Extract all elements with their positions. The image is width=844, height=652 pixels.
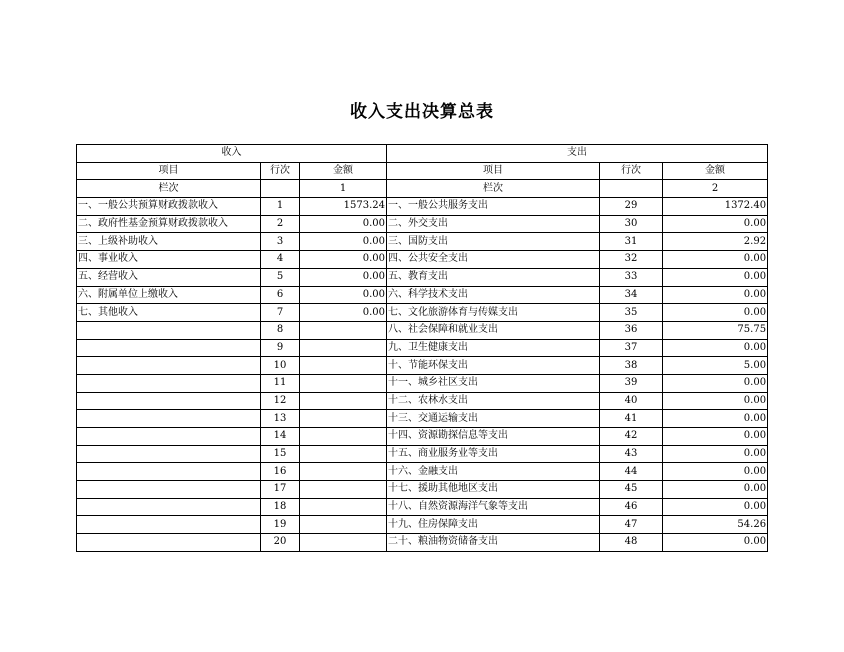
income-item-cell: 一、一般公共预算财政拨款收入 [77, 198, 261, 216]
page-title: 收入支出决算总表 [350, 102, 494, 122]
expense-item-cell: 十六、金融支出 [387, 463, 600, 481]
empty-cell [261, 180, 300, 198]
income-amount-cell [300, 374, 387, 392]
income-row-no-cell: 8 [261, 321, 300, 339]
expense-amount-cell: 0.00 [663, 215, 768, 233]
column-number-row [77, 180, 768, 198]
expense-row-no-cell: 38 [600, 357, 663, 375]
expense-amount-cell: 5.00 [663, 357, 768, 375]
table-row [77, 410, 768, 428]
income-row-no-cell: 14 [261, 428, 300, 446]
expense-row-no-cell: 48 [600, 534, 663, 552]
expense-row-no-cell: 42 [600, 428, 663, 446]
income-row-no-cell: 3 [261, 233, 300, 251]
expense-row-no-cell: 29 [600, 198, 663, 216]
expense-row-no-cell: 41 [600, 410, 663, 428]
table-row [77, 198, 768, 216]
expense-item-cell: 七、文化旅游体育与传媒支出 [387, 304, 600, 322]
expense-column-no-label: 栏次 [387, 180, 600, 198]
income-section-header: 收入 [77, 145, 387, 163]
expense-row-no-cell: 31 [600, 233, 663, 251]
expense-item-header: 项目 [387, 162, 600, 180]
income-amount-cell [300, 534, 387, 552]
income-row-no-cell: 7 [261, 304, 300, 322]
expense-item-cell: 二十、粮油物资储备支出 [387, 534, 600, 552]
expense-item-cell: 八、社会保障和就业支出 [387, 321, 600, 339]
expense-amount-cell: 1372.40 [663, 198, 768, 216]
income-row-no-cell: 4 [261, 251, 300, 269]
income-item-cell [77, 321, 261, 339]
table-row [77, 428, 768, 446]
income-item-cell [77, 445, 261, 463]
income-item-cell [77, 481, 261, 499]
expense-row-no-cell: 43 [600, 445, 663, 463]
expense-amount-cell: 0.00 [663, 534, 768, 552]
table-row [77, 215, 768, 233]
expense-row-no-cell: 40 [600, 392, 663, 410]
expense-item-cell: 一、一般公共服务支出 [387, 198, 600, 216]
income-item-cell [77, 374, 261, 392]
expense-amount-cell: 0.00 [663, 498, 768, 516]
expense-item-cell: 十三、交通运输支出 [387, 410, 600, 428]
income-row-no-cell: 18 [261, 498, 300, 516]
income-row-no-cell: 12 [261, 392, 300, 410]
expense-item-cell: 十、节能环保支出 [387, 357, 600, 375]
expense-row-no-cell: 46 [600, 498, 663, 516]
expense-item-cell: 九、卫生健康支出 [387, 339, 600, 357]
column-header-row [77, 162, 768, 180]
income-item-cell: 五、经营收入 [77, 268, 261, 286]
expense-amount-cell: 0.00 [663, 251, 768, 269]
expense-item-cell: 十九、住房保障支出 [387, 516, 600, 534]
income-item-cell: 七、其他收入 [77, 304, 261, 322]
expense-item-cell: 六、科学技术支出 [387, 286, 600, 304]
income-item-cell [77, 534, 261, 552]
income-item-cell [77, 428, 261, 446]
income-amount-cell [300, 516, 387, 534]
expense-item-cell: 十四、资源勘探信息等支出 [387, 428, 600, 446]
expense-amount-cell: 0.00 [663, 339, 768, 357]
expense-amount-cell: 0.00 [663, 268, 768, 286]
income-row-no-cell: 19 [261, 516, 300, 534]
expense-amount-cell: 2.92 [663, 233, 768, 251]
table-row [77, 534, 768, 552]
expense-row-no-cell: 45 [600, 481, 663, 499]
expense-column-no: 2 [663, 180, 768, 198]
table-row [77, 321, 768, 339]
expense-amount-cell: 0.00 [663, 374, 768, 392]
table-row [77, 463, 768, 481]
income-amount-cell [300, 463, 387, 481]
income-item-cell: 三、上级补助收入 [77, 233, 261, 251]
table-row [77, 339, 768, 357]
income-row-no-cell: 11 [261, 374, 300, 392]
income-column-no: 1 [300, 180, 387, 198]
income-row-no-cell: 17 [261, 481, 300, 499]
expense-item-cell: 十五、商业服务业等支出 [387, 445, 600, 463]
expense-item-cell: 十七、援助其他地区支出 [387, 481, 600, 499]
expense-row-no-cell: 32 [600, 251, 663, 269]
income-amount-cell [300, 357, 387, 375]
expense-row-no-cell: 35 [600, 304, 663, 322]
empty-cell [600, 180, 663, 198]
income-amount-cell: 0.00 [300, 251, 387, 269]
expense-amount-cell: 0.00 [663, 410, 768, 428]
expense-row-no-cell: 30 [600, 215, 663, 233]
table-row [77, 286, 768, 304]
income-item-cell: 二、政府性基金预算财政拨款收入 [77, 215, 261, 233]
expense-item-cell: 四、公共安全支出 [387, 251, 600, 269]
expense-item-cell: 三、国防支出 [387, 233, 600, 251]
income-item-cell [77, 410, 261, 428]
expense-amount-cell: 75.75 [663, 321, 768, 339]
income-amount-cell [300, 392, 387, 410]
income-amount-cell [300, 410, 387, 428]
expense-item-cell: 十二、农林水支出 [387, 392, 600, 410]
table-row [77, 304, 768, 322]
income-amount-cell [300, 481, 387, 499]
income-amount-cell [300, 428, 387, 446]
expense-item-cell: 十八、自然资源海洋气象等支出 [387, 498, 600, 516]
income-amount-cell [300, 445, 387, 463]
expense-section-header: 支出 [387, 145, 768, 163]
table-row [77, 392, 768, 410]
expense-amount-cell: 0.00 [663, 304, 768, 322]
expense-item-cell: 二、外交支出 [387, 215, 600, 233]
table-row [77, 516, 768, 534]
income-item-cell [77, 339, 261, 357]
expense-amount-cell: 0.00 [663, 463, 768, 481]
income-item-cell: 四、事业收入 [77, 251, 261, 269]
expense-item-cell: 十一、城乡社区支出 [387, 374, 600, 392]
income-row-no-cell: 16 [261, 463, 300, 481]
income-amount-cell: 0.00 [300, 304, 387, 322]
section-header-row [77, 145, 768, 163]
expense-row-no-cell: 37 [600, 339, 663, 357]
income-amount-cell [300, 321, 387, 339]
income-item-cell [77, 498, 261, 516]
expense-amount-cell: 0.00 [663, 428, 768, 446]
income-expense-table [76, 144, 768, 552]
income-item-cell [77, 516, 261, 534]
expense-row-no-header: 行次 [600, 162, 663, 180]
income-row-no-cell: 1 [261, 198, 300, 216]
table-row [77, 481, 768, 499]
income-amount-cell: 0.00 [300, 215, 387, 233]
expense-amount-header: 金额 [663, 162, 768, 180]
income-row-no-cell: 5 [261, 268, 300, 286]
income-row-no-cell: 2 [261, 215, 300, 233]
expense-row-no-cell: 44 [600, 463, 663, 481]
income-item-cell [77, 357, 261, 375]
expense-amount-cell: 0.00 [663, 481, 768, 499]
table-row [77, 498, 768, 516]
expense-amount-cell: 0.00 [663, 286, 768, 304]
table-row [77, 357, 768, 375]
income-amount-header: 金额 [300, 162, 387, 180]
income-item-cell [77, 392, 261, 410]
expense-amount-cell: 0.00 [663, 445, 768, 463]
income-row-no-cell: 15 [261, 445, 300, 463]
income-item-cell: 六、附属单位上缴收入 [77, 286, 261, 304]
income-row-no-header: 行次 [261, 162, 300, 180]
table-row [77, 251, 768, 269]
income-row-no-cell: 13 [261, 410, 300, 428]
income-amount-cell: 0.00 [300, 268, 387, 286]
income-column-no-label: 栏次 [77, 180, 261, 198]
table-row [77, 445, 768, 463]
table-row [77, 374, 768, 392]
income-row-no-cell: 6 [261, 286, 300, 304]
expense-row-no-cell: 34 [600, 286, 663, 304]
expense-item-cell: 五、教育支出 [387, 268, 600, 286]
expense-amount-cell: 0.00 [663, 392, 768, 410]
income-row-no-cell: 20 [261, 534, 300, 552]
expense-amount-cell: 54.26 [663, 516, 768, 534]
expense-row-no-cell: 39 [600, 374, 663, 392]
income-item-header: 项目 [77, 162, 261, 180]
table-row [77, 233, 768, 251]
expense-row-no-cell: 33 [600, 268, 663, 286]
income-amount-cell: 1573.24 [300, 198, 387, 216]
income-item-cell [77, 463, 261, 481]
income-amount-cell [300, 339, 387, 357]
income-row-no-cell: 9 [261, 339, 300, 357]
income-amount-cell [300, 498, 387, 516]
income-row-no-cell: 10 [261, 357, 300, 375]
expense-row-no-cell: 47 [600, 516, 663, 534]
income-amount-cell: 0.00 [300, 286, 387, 304]
expense-row-no-cell: 36 [600, 321, 663, 339]
table-row [77, 268, 768, 286]
income-amount-cell: 0.00 [300, 233, 387, 251]
